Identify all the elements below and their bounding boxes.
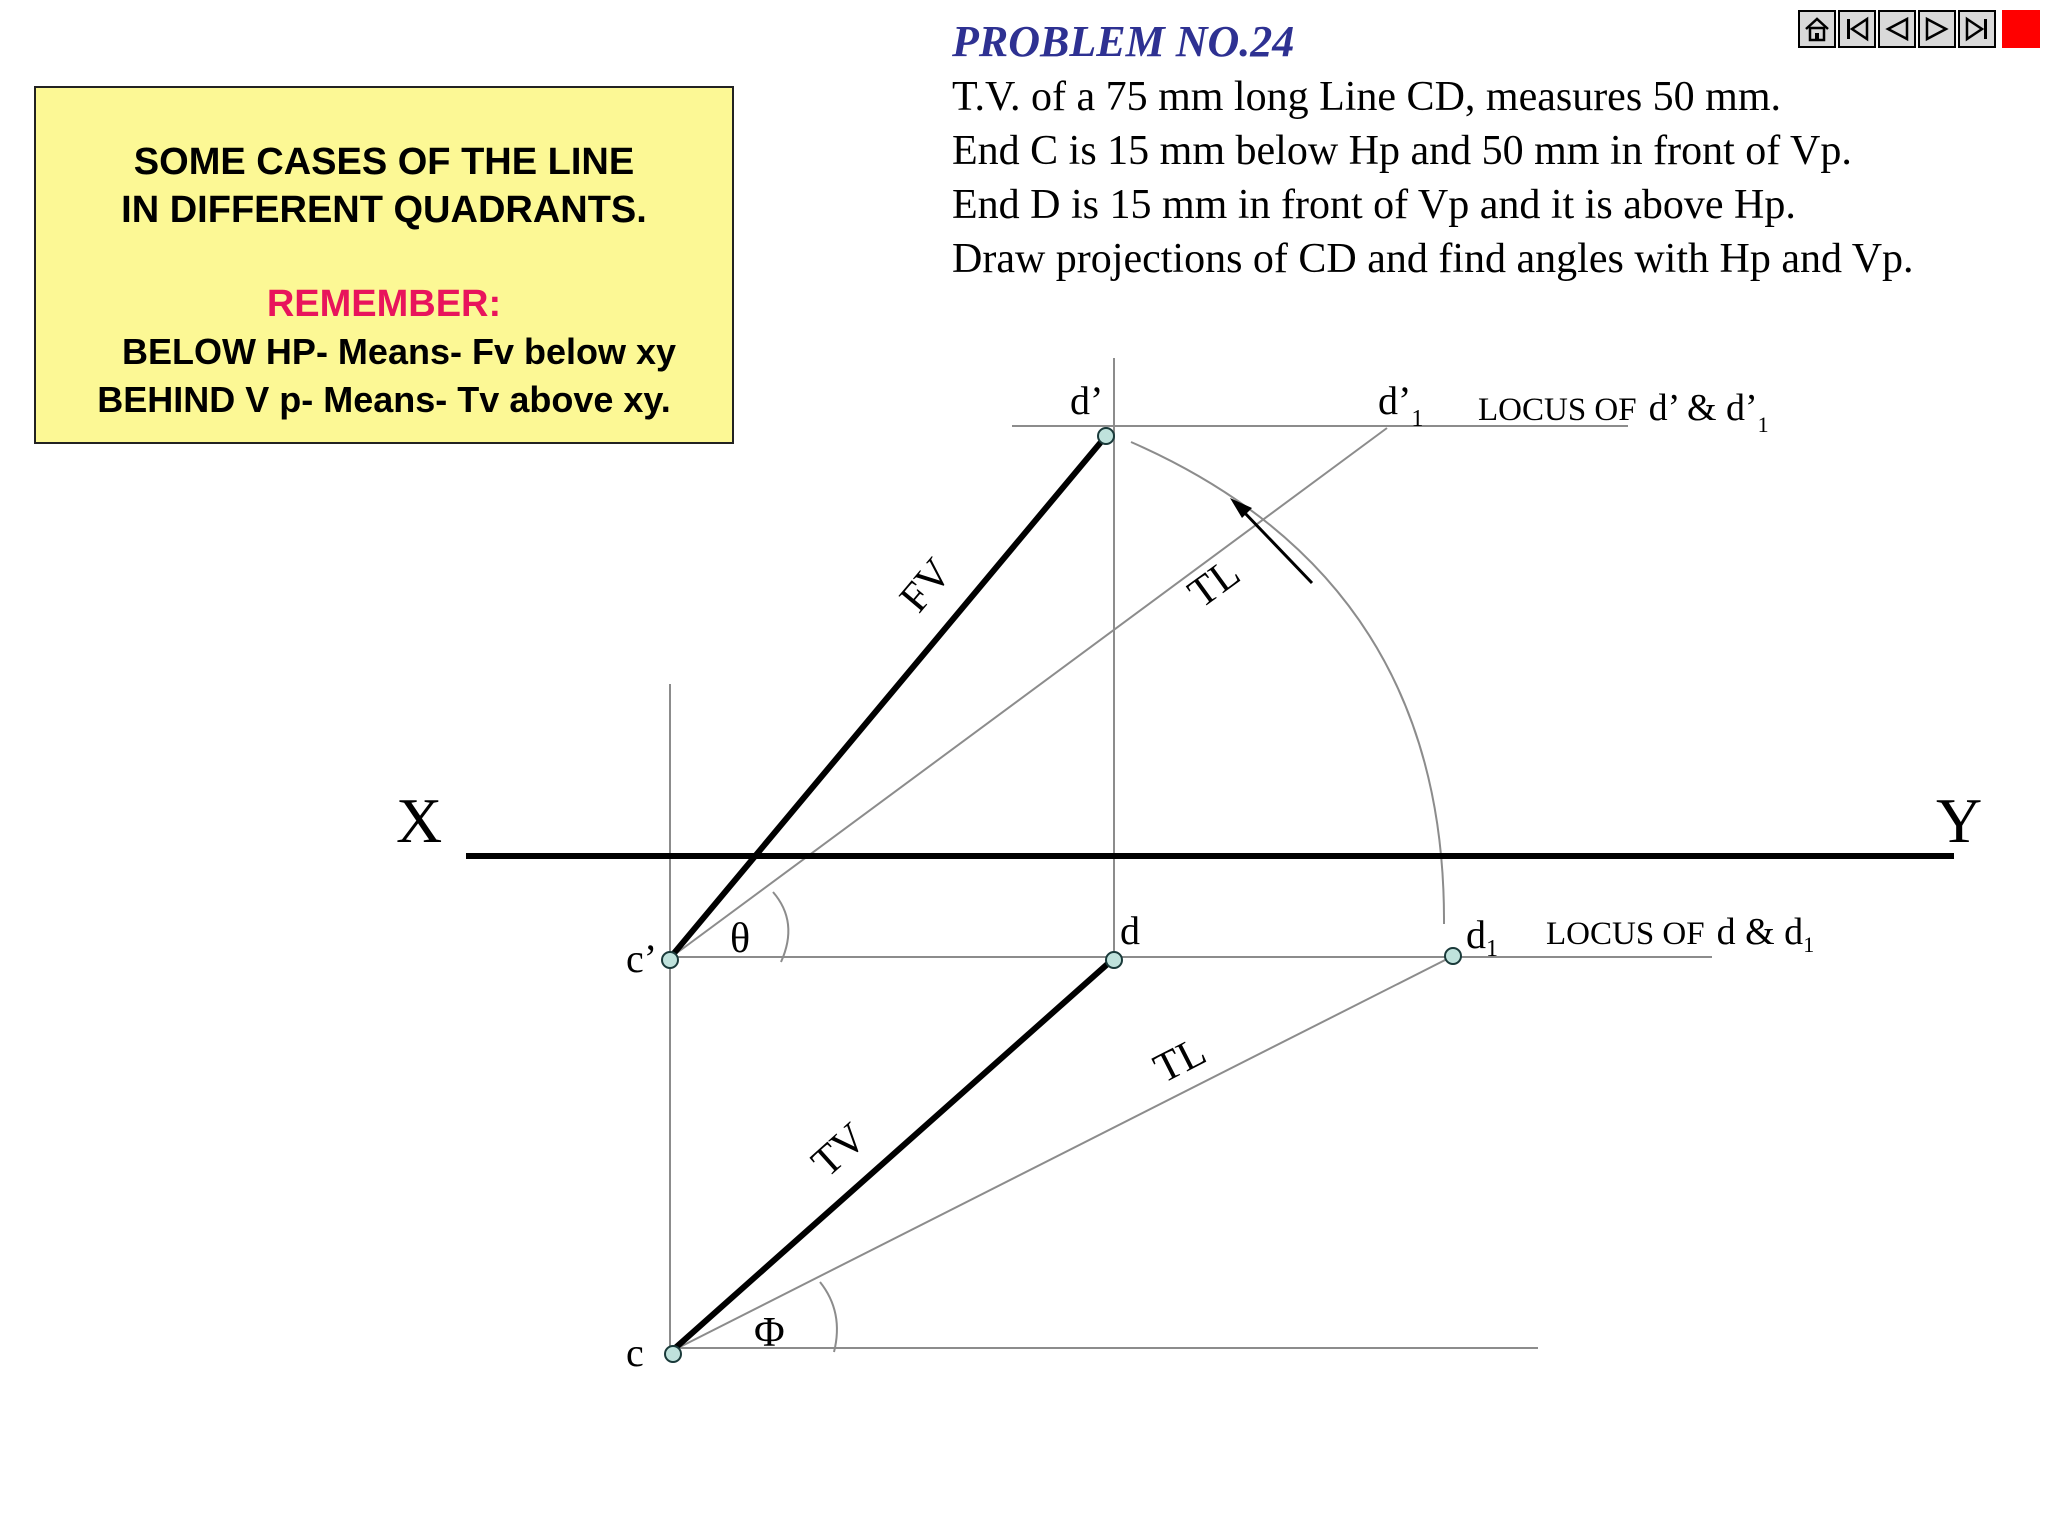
true-length-line-front bbox=[670, 428, 1387, 958]
note-rule-behind-vp: BEHIND V p- Means- Tv above xy. bbox=[97, 379, 671, 420]
y-axis-label: Y bbox=[1936, 785, 1983, 856]
label-tl-top: TL bbox=[1146, 1028, 1214, 1093]
angle-phi-label: Φ bbox=[754, 1310, 785, 1356]
angle-arc-phi bbox=[820, 1282, 837, 1352]
note-rule-below-hp: BELOW HP- Means- Fv below xy bbox=[121, 331, 677, 372]
point-d1 bbox=[1445, 948, 1461, 964]
note-remember: REMEMBER: bbox=[266, 283, 502, 325]
label-tv: TV bbox=[803, 1114, 876, 1187]
point-c bbox=[665, 1346, 681, 1362]
top-view-line bbox=[673, 960, 1112, 1350]
label-d: d bbox=[1120, 908, 1140, 953]
point-d-prime bbox=[1098, 428, 1114, 444]
angle-theta-label: θ bbox=[730, 916, 751, 962]
problem-statement-line-3: End D is 15 mm in front of Vp and it is above Hp. bbox=[952, 182, 1796, 228]
label-fv: FV bbox=[891, 550, 961, 621]
problem-statement-line-2: End C is 15 mm below Hp and 50 mm in front of Vp. bbox=[952, 128, 1852, 174]
label-d1: $d_1$ bbox=[1466, 912, 1498, 962]
problem-title: PROBLEM NO.24 bbox=[952, 17, 1295, 66]
x-axis-label: X bbox=[396, 785, 443, 856]
point-c-prime bbox=[662, 952, 678, 968]
front-view-line bbox=[670, 436, 1106, 958]
label-c: c bbox=[626, 1330, 644, 1375]
locus-label-bottom: LOCUS OF d & d1 bbox=[1546, 911, 1815, 957]
true-length-line-top bbox=[670, 956, 1453, 1352]
label-d1-prime: $d’_1$ bbox=[1378, 378, 1424, 432]
rotation-arrow bbox=[1230, 498, 1312, 583]
locus-label-top: LOCUS OF d’ & d’1 bbox=[1478, 387, 1769, 437]
note-heading-line-1: SOME CASES OF THE LINE bbox=[133, 141, 635, 183]
angle-arc-theta bbox=[773, 892, 788, 962]
problem-statement-line-4: Draw projections of CD and find angles with Hp and Vp. bbox=[952, 236, 1914, 282]
label-d-prime: d’ bbox=[1070, 378, 1104, 423]
problem-statement-line-1: T.V. of a 75 mm long Line CD, measures 50 mm. bbox=[952, 74, 1782, 120]
label-c-prime: c’ bbox=[626, 936, 658, 981]
point-d bbox=[1106, 952, 1122, 968]
label-tl-front: TL bbox=[1180, 549, 1249, 618]
note-heading-line-2: IN DIFFERENT QUADRANTS. bbox=[121, 189, 647, 231]
arc-swing-d1 bbox=[1131, 442, 1444, 924]
